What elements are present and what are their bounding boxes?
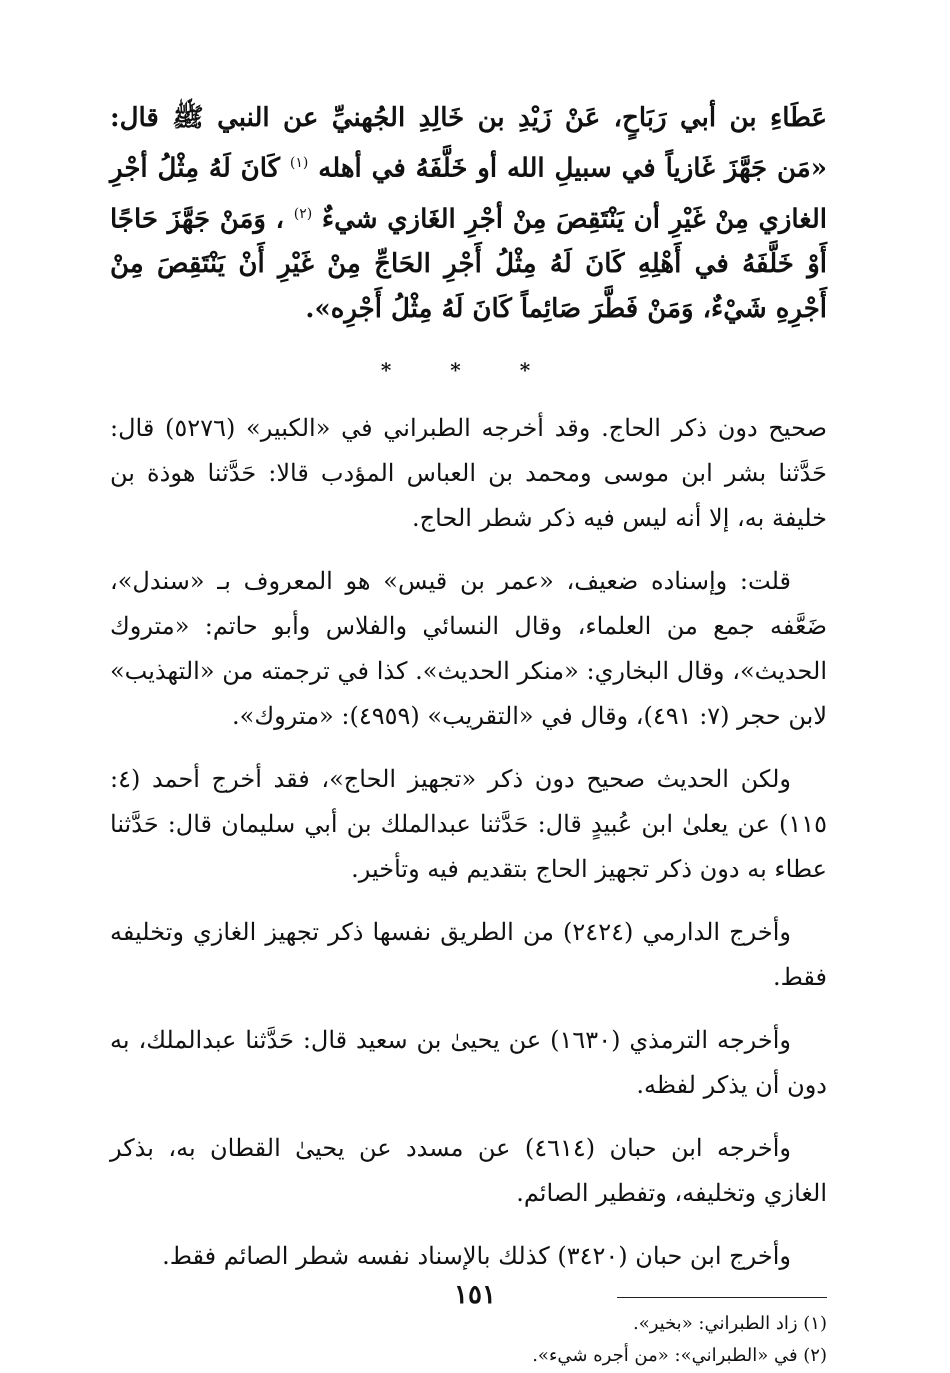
commentary-paragraph-4: وأخرج الدارمي (٢٤٢٤) من الطريق نفسها ذكر تجهيز الغازي وتخليفه فقط.: [110, 918, 827, 992]
hadith-line-3b: ، وَمَنْ جَهَّزَ حَاجًا أَوْ خَلَّفَهُ في أَهْلِهِ كَانَ لَهُ مِثْلُ أَجْرِ الحَاجِّ مِنْ غَيْرِ أَنْ: [110, 204, 827, 280]
commentary-paragraph-2: قلت: وإسناده ضعيف، «عمر بن قيس» هو المعروف بـ «سندل»، ضَعَّفه جمع من العلماء، وقال النسائي والفلاس وأبو حاتم: «متروك الحديث»، وقال البخاري: «منكر الحديث». كذا في ترجمته من «التهذيب» لابن حجر (٧: ٤٩١)، وقال في «التقريب» (٤٩٥٩): «متروك».: [110, 567, 827, 731]
commentary-paragraph-1: صحيح دون ذكر الحاج. وقد أخرجه الطبراني في «الكبير» (٥٢٧٦) قال: حَدَّثنا بشر ابن موسى ومحمد بن العباس المؤدب قالا: حَدَّثنا هوذة بن خليفة به، إلا أنه ليس فيه ذكر شطر الحاج.: [110, 414, 827, 533]
hadith-line-3a: الغَازي شيءٌ: [321, 204, 456, 235]
footnote-ref-2: (٢): [293, 205, 313, 222]
footnote-2: (٢) في «الطبراني»: «من أجره شيء».: [532, 1345, 827, 1367]
hadith-line-2b: كَانَ لَهُ مِثْلُ أجْرِ الغازي مِنْ غَيْرِ أن يَنْتَقِصَ مِنْ أجْرِ: [110, 153, 827, 235]
page-number: ١٥١: [454, 1280, 496, 1310]
footnotes: [110, 1308, 827, 1372]
footnote-ref-1: (١): [289, 155, 309, 171]
hadith-line-1: عَطَاءِ بن أبي رَبَاحٍ، عَنْ زَيْدِ بن خَالِدِ الجُهنيِّ عن النبي ﷺ قال: «مَن جَهَّزَ غَازياً في: [110, 103, 827, 184]
hadith-line-2a: سبيلِ الله أو خَلَّفَهُ في أهله: [318, 153, 612, 184]
hadith-line-4: يَنْتَقِصَ مِنْ أَجْرِهِ شَيْءٌ، وَمَنْ فَطَّرَ صَائِماً كَانَ لَهُ مِثْلُ أَجْرِه».: [110, 249, 827, 325]
commentary-paragraph-3: ولكن الحديث صحيح دون ذكر «تجهيز الحاج»، فقد أخرج أحمد (٤: ١١٥) عن يعلىٰ ابن عُبيدٍ قال: حَدَّثنا عبدالملك بن أبي سليمان قال: حَدَّثنا عطاء به دون ذكر تجهيز الحاج بتقديم فيه وتأخير.: [110, 765, 827, 884]
commentary-paragraph-6: وأخرجه ابن حبان (٤٦١٤) عن مسدد عن يحيىٰ القطان به، بذكر الغازي وتخليفه، وتفطير الصائم.: [110, 1134, 827, 1208]
section-separator: * * *: [380, 358, 557, 383]
hadith-text: [110, 96, 827, 332]
commentary-paragraph-5: وأخرجه الترمذي (١٦٣٠) عن يحيىٰ بن سعيد قال: حَدَّثنا عبدالملك، به دون أن يذكر لفظه.: [110, 1026, 827, 1100]
footnote-1: (١) زاد الطبراني: «بخير».: [632, 1313, 827, 1335]
commentary-paragraph-7: وأخرج ابن حبان (٣٤٢٠) كذلك بالإسناد نفسه شطر الصائم فقط.: [162, 1242, 791, 1271]
